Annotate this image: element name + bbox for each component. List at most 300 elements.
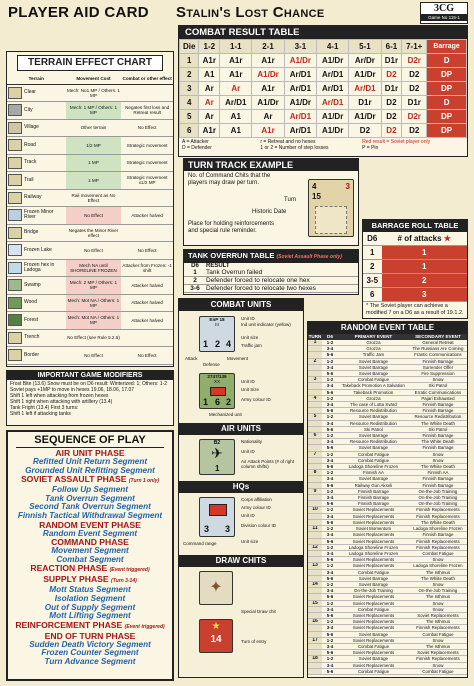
draw-chit-special [199, 571, 233, 605]
crt-col-header: Die [180, 40, 199, 54]
random-event-primary: Soviet Replacements [338, 600, 409, 606]
random-event-primary: Finnish Barrage [338, 488, 409, 494]
random-event-primary: Ladoga Shoreline Frozen [338, 464, 409, 470]
barrage-row [363, 260, 467, 274]
terrain-move-cost: Mech: No1 MP / Others: 1 MP [66, 84, 122, 102]
random-event-secondary: Snow [409, 457, 467, 463]
random-event-turn: 7 [308, 451, 322, 457]
combat-result-table [178, 25, 468, 157]
terrain-swatch-cell [7, 312, 23, 330]
terrain-move-cost [66, 364, 122, 367]
random-event-secondary: Finnish Replacements [409, 507, 467, 513]
random-event-secondary: The Isthmus [409, 594, 467, 600]
terrain-swatch-cell [7, 259, 23, 277]
crt-result: Ar/D1 [317, 82, 349, 96]
random-event-title: RANDOM EVENT TABLE [308, 322, 467, 334]
terrain-swatch-icon [8, 314, 22, 326]
random-event-die: 5-6 [322, 519, 338, 525]
unit-id-text: 2747/139 [207, 374, 227, 379]
unit-size-text: III [215, 322, 219, 327]
random-event-primary: Soviet Barrage [338, 575, 409, 581]
random-event-row [308, 594, 467, 600]
terrain-move-cost: Mech: Mot NA / Others: 1 MP [66, 312, 122, 330]
random-event-die: 3-4 [322, 662, 338, 668]
crt-col-header: 5-1 [349, 40, 381, 54]
random-event-row [308, 358, 467, 364]
combat-unit-counter-soviet [199, 373, 235, 409]
sequence-text: Sudden Death Victory Segment [29, 639, 151, 649]
random-event-primary: Soviet Replacements [338, 612, 409, 618]
historic-date-label: Historic Date [252, 209, 287, 215]
sequence-text: Isolation Segment [54, 593, 126, 603]
terrain-swatch-icon [8, 104, 22, 116]
random-event-row [308, 650, 467, 656]
plane-icon: ✈ [211, 445, 223, 461]
crt-result: A1/Dr [284, 54, 316, 68]
random-event-primary: Combat Fatigue [338, 569, 409, 575]
terrain-name: Border [23, 347, 66, 365]
combat-units-section [178, 298, 304, 678]
random-event-col-header: SECONDARY EVENT [409, 334, 467, 340]
random-event-secondary: Finnish Barrage [409, 358, 467, 364]
crt-result: D2r [402, 110, 427, 124]
crt-result: DP [427, 68, 467, 82]
random-event-primary: Takeback Promotion [338, 389, 409, 395]
terrain-swatch-icon [8, 332, 22, 344]
random-event-row [308, 476, 467, 482]
random-event-secondary: The Russians Are Coming [409, 346, 467, 352]
random-event-secondary: The Whiite Death [409, 420, 467, 426]
random-event-secondary: Resource Redistribution [409, 414, 467, 420]
sequence-text: Movement Segment [51, 546, 129, 556]
crt-result: A1r [220, 54, 252, 68]
tank-overrun-die: 2 [184, 277, 206, 285]
crt-result: DP [427, 82, 467, 96]
random-event-primary: Combat Fatigue [338, 643, 409, 649]
random-event-die: 1-2 [322, 581, 338, 587]
terrain-move-cost: No Effect (see Rule 5.2.5) [66, 329, 122, 347]
random-event-primary: Soviet Replacements [338, 507, 409, 513]
random-event-turn: 15 [308, 600, 322, 606]
reinforcement-slot [315, 206, 347, 234]
sequence-text: Random Event Segment [42, 528, 138, 538]
random-event-row [308, 668, 467, 674]
random-event-row [308, 408, 467, 414]
random-event-turn: 4 [308, 395, 322, 401]
random-event-die: 3-4 [322, 364, 338, 370]
crt-result: D2 [402, 82, 427, 96]
random-event-row [308, 371, 467, 377]
air-attack-value: 1 [215, 464, 220, 473]
sequence-note: (Turn 3-14) [111, 578, 137, 585]
label-unit-size-2: Unit Size [241, 387, 260, 392]
random-event-die: 1-2 [322, 563, 338, 569]
terrain-row [7, 154, 173, 172]
sequence-text: RANDOM EVENT PHASE [39, 519, 141, 530]
terrain-name: Frozen hex in Ladoga [23, 259, 66, 277]
random-event-die: 1-2 [322, 600, 338, 606]
terrain-effect-chart [6, 51, 174, 367]
terrain-swatch-icon [8, 209, 22, 221]
random-event-turn: 12 [308, 544, 322, 550]
label-mechanized: Mechanized unit [209, 412, 242, 417]
random-event-die: 3-4 [322, 625, 338, 631]
terrain-swatch-icon [8, 122, 22, 134]
terrain-swatch-cell [7, 119, 23, 137]
crt-legend-item: A = Attacker [182, 139, 209, 145]
crt-legend-item: r = Retreat and no hexes [260, 139, 316, 145]
terrain-row [7, 259, 173, 277]
random-event-die: 5-6 [322, 389, 338, 395]
terrain-effect: Strategic movement [121, 137, 173, 155]
random-event-die: 5-6 [322, 445, 338, 451]
crt-die-value: 2 [180, 68, 199, 82]
random-event-row [308, 581, 467, 587]
terrain-name: Frozen Minor River [23, 207, 66, 225]
crt-die-value: 6 [180, 124, 199, 138]
crt-col-header: 6-1 [381, 40, 402, 54]
barrage-die: 6 [363, 288, 382, 302]
crt-row [180, 124, 467, 138]
sequence-segment [8, 658, 172, 667]
random-event-secondary: The Whiite Death [409, 575, 467, 581]
crt-result: D2 [381, 110, 402, 124]
random-event-die: 5-6 [322, 575, 338, 581]
random-event-secondary: Snow [409, 662, 467, 668]
label-attack: Attack [185, 356, 198, 361]
barrage-note: * The Soviet player can achieve a modified 7 on a D6 as a result of 19.1.2. [366, 303, 464, 316]
crt-result: A1/Dr [317, 110, 349, 124]
barrage-roll-title: BARRAGE ROLL TABLE [363, 220, 467, 232]
terrain-effect: Attacker halved [121, 277, 173, 295]
terrain-effect [121, 364, 173, 367]
crt-result: A1/Dr [284, 96, 316, 110]
terrain-name: Road [23, 137, 66, 155]
random-event-row [308, 557, 467, 563]
random-event-primary: Railway Gun Akseli [338, 482, 409, 488]
terrain-effect [121, 189, 173, 207]
terrain-swatch-icon [8, 349, 22, 361]
random-event-die: 3-4 [322, 383, 338, 389]
crt-row [180, 54, 467, 68]
terrain-row [7, 207, 173, 225]
crt-col-header: 7-1+ [402, 40, 427, 54]
crt-result: DP [427, 110, 467, 124]
random-event-primary: Soviet Replacements [338, 594, 409, 600]
crt-result: A1/Dr [349, 110, 381, 124]
turn-track-counter-value: 4 [312, 182, 317, 191]
modifier-line: Shift 1 left when attacking from frozen hexes [10, 393, 109, 399]
label-unit-id-2: Unit ID [241, 379, 255, 384]
random-event-die: 3-4 [322, 606, 338, 612]
tank-overrun-title: TANK OVERRUN TABLE [188, 251, 275, 260]
random-event-row [308, 383, 467, 389]
crt-result: Ar [199, 96, 220, 110]
tank-overrun-col: RESULT [206, 263, 230, 269]
random-event-primary: Soviet Replacements [338, 625, 409, 631]
random-event-row [308, 488, 467, 494]
barrage-die: 1 [363, 246, 382, 260]
tank-overrun-die: 3-6 [184, 285, 206, 293]
random-event-secondary: Soviet Replacements [409, 650, 467, 656]
random-event-die: 5-6 [322, 371, 338, 377]
turn-track-title: TURN TRACK EXAMPLE [184, 159, 358, 171]
tank-overrun-table [183, 249, 359, 295]
unit-id-text: EnP 18 [209, 317, 225, 322]
random-event-secondary: Surrender Offer [409, 364, 467, 370]
random-event-die: 1-2 [322, 340, 338, 346]
terrain-effect [121, 329, 173, 347]
random-event-row [308, 420, 467, 426]
barrage-attacks: 1 [382, 260, 468, 274]
crt-result: A1/Dr [349, 68, 381, 82]
modifier-line: Frost Bite (13.6) Snow must be on D6 result: Winterized: 1; Others: 1-2 [10, 381, 168, 387]
crt-result: A1/Dr [317, 124, 349, 138]
hq-flag-icon [209, 504, 227, 516]
random-event-primary: On-the-Job Training [338, 588, 409, 594]
random-event-row [308, 637, 467, 643]
crt-result: D2 [381, 68, 402, 82]
terrain-move-cost: Other terrain [66, 119, 122, 137]
terrain-swatch-cell [7, 102, 23, 120]
crt-row [180, 82, 467, 96]
random-event-secondary: Finnish Replacements [409, 538, 467, 544]
terrain-row [7, 277, 173, 295]
random-event-row [308, 662, 467, 668]
sequence-text: SUPPLY PHASE [43, 574, 109, 585]
unit-attack-value: 1 [203, 397, 209, 407]
random-event-secondary: Finnish AA [409, 470, 467, 476]
random-event-col-header: PRIMARY EVENT [338, 334, 409, 340]
random-event-secondary: Combat Fatigue [409, 668, 467, 674]
terrain-swatch-cell [7, 189, 23, 207]
terrain-swatch-cell [7, 347, 23, 365]
random-event-turn: 6 [308, 433, 322, 439]
terrain-name: Bridge [23, 224, 66, 242]
crt-row [180, 96, 467, 110]
crt-result: A1r [252, 82, 284, 96]
barrage-die: 2 [363, 260, 382, 274]
crt-result: Ar [199, 82, 220, 96]
random-event-secondary: Finnish Barrage [409, 408, 467, 414]
terrain-name: City [23, 102, 66, 120]
random-event-col-header: D6 [322, 334, 338, 340]
random-event-row [308, 451, 467, 457]
modifier-line: Tank Fright (13.4) First 3 turns: [10, 405, 79, 411]
label-unit-size: Unit size [241, 335, 259, 340]
random-event-primary: Combat Fatigue [338, 451, 409, 457]
star-icon: ★ [443, 234, 451, 243]
turn-label: Turn [284, 197, 297, 203]
crt-result: A1 [220, 124, 252, 138]
terrain-move-cost: No Effect [66, 207, 122, 225]
random-event-die: 1-2 [322, 377, 338, 383]
crt-result: D1r [381, 54, 402, 68]
random-event-primary: Soviet Barrage [338, 358, 409, 364]
random-event-die: 5-6 [322, 650, 338, 656]
random-event-primary: Soviet Replacements [338, 532, 409, 538]
terrain-swatch-cell [7, 137, 23, 155]
random-event-secondary: Snow [409, 451, 467, 457]
barrage-attacks: 3 [382, 288, 468, 302]
terrain-effect: Strategic movement x1/2 MP [121, 172, 173, 190]
publisher-logo [420, 2, 468, 24]
random-event-secondary: Finnish Replacements [409, 656, 467, 662]
turn-track-line: No. of Command Chits that the [188, 173, 271, 179]
random-event-die: 3-4 [322, 643, 338, 649]
random-event-primary: Combat Fatigue [338, 457, 409, 463]
tank-overrun-result: Defender forced to relocate two hexes [206, 285, 358, 293]
random-event-die: 5-6 [322, 482, 338, 488]
terrain-name: Trench [23, 329, 66, 347]
random-event-secondary: Finnish Replacements [409, 625, 467, 631]
random-event-secondary: Ladoga Shoreline Frozen [409, 526, 467, 532]
game-modifiers-box [6, 370, 174, 426]
random-event-row [308, 600, 467, 606]
random-event-turn: 1 [308, 340, 322, 346]
sequence-text: END OF TURN PHASE [44, 630, 136, 641]
label-division-colour: Division colour ID [241, 523, 277, 528]
random-event-die: 1-2 [322, 470, 338, 476]
random-event-secondary: On-the-Job Training [409, 495, 467, 501]
random-event-die: 1-2 [322, 395, 338, 401]
random-event-secondary: Snow [409, 600, 467, 606]
crt-result: D2r [402, 54, 427, 68]
crt-col-header: Barrage [427, 40, 467, 54]
crt-result: A1 [199, 68, 220, 82]
terrain-name: Clear [23, 84, 66, 102]
crt-result: A1r [220, 68, 252, 82]
terrain-effect: No Effect [121, 119, 173, 137]
terrain-move-cost: Mech NA until SHORELINE FROZEN [66, 259, 122, 277]
random-event-primary: Finnish Barrage [338, 501, 409, 507]
sequence-title: SEQUENCE OF PLAY [16, 434, 164, 448]
unit-move-value: 4 [225, 339, 231, 349]
random-event-row [308, 544, 467, 550]
crt-die-value: 5 [180, 110, 199, 124]
random-event-row [308, 625, 467, 631]
random-event-die: 5-6 [322, 538, 338, 544]
terrain-row [7, 242, 173, 260]
random-event-primary: Ladoga Shoreline Frozen [338, 550, 409, 556]
crt-result: D1r [402, 96, 427, 110]
tank-overrun-die: 1 [184, 269, 206, 277]
label-movement: Movement [227, 356, 249, 361]
unit-nato-symbol [210, 387, 226, 396]
label-hq-unit-id: Unit ID [241, 513, 255, 518]
modifier-line: Soviet pays +1MP to move in hexes 19.06, 18.06, 17.07 [10, 387, 135, 393]
terrain-swatch-cell [7, 364, 23, 367]
crt-legend-item: Red result = Soviet player only [362, 139, 431, 145]
random-event-row [308, 433, 467, 439]
random-event-row [308, 519, 467, 525]
random-event-row [308, 643, 467, 649]
terrain-move-cost: No Effect [66, 347, 122, 365]
terrain-row [7, 329, 173, 347]
random-event-die: 1-2 [322, 526, 338, 532]
random-event-row [308, 513, 467, 519]
bird-icon: ✦ [209, 579, 223, 596]
random-event-secondary: Soviet Replacements [409, 612, 467, 618]
random-event-col-header: TURN [308, 334, 322, 339]
random-event-row [308, 526, 467, 532]
label-command-range: Command range [183, 541, 217, 546]
random-event-row [308, 575, 467, 581]
random-event-secondary: Combat Fatigue [409, 550, 467, 556]
random-event-row [308, 588, 467, 594]
random-event-secondary: Ladoga Shoreline Frozen [409, 563, 467, 569]
crt-result: D2 [402, 68, 427, 82]
crt-result: Ar [252, 110, 284, 124]
sequence-note: (Turn 1 only) [128, 478, 160, 485]
chit-turn-value: 14 [210, 634, 222, 645]
random-event-row [308, 377, 467, 383]
sequence-text: Out of Supply Segment [44, 602, 136, 612]
label-turn-of-entry: Turn of entry [241, 639, 267, 644]
terrain-swatch-icon [8, 87, 22, 99]
modifier-line: Shift 1 left if attacking tanks [10, 411, 71, 417]
random-event-row [308, 482, 467, 488]
terrain-swatch-icon [8, 139, 22, 151]
terrain-name: Track [23, 154, 66, 172]
random-event-turn: 9 [308, 488, 322, 494]
random-event-secondary: The Whiite Death [409, 519, 467, 525]
terrain-effect: Strategic movement [121, 154, 173, 172]
random-event-primary: Resource Redistribution [338, 439, 409, 445]
random-event-row [308, 563, 467, 569]
terrain-swatch-icon [8, 157, 22, 169]
random-event-die: 3-4 [322, 346, 338, 352]
sequence-text: Tank Overrun Segment [45, 493, 135, 503]
random-event-row [308, 414, 467, 420]
sequence-text: Turn Advance Segment [44, 656, 136, 666]
random-event-primary: Soviet Replacements [338, 513, 409, 519]
draw-chits-title: DRAW CHITS [179, 555, 303, 567]
terrain-row [7, 224, 173, 242]
crt-col-header: 3-1 [284, 40, 316, 54]
random-event-primary: Resource Redistribution [338, 420, 409, 426]
random-event-primary: Soviet Barrage [338, 581, 409, 587]
random-event-secondary: The Isthmus [409, 643, 467, 649]
terrain-effect: Negates first loss and Retreat result [121, 102, 173, 120]
random-event-secondary: Snow [409, 606, 467, 612]
random-event-secondary: Snow [409, 581, 467, 587]
crt-result: D2 [349, 124, 381, 138]
random-event-primary: Soviet Barrage [338, 631, 409, 637]
terrain-move-cost: No Effect [66, 242, 122, 260]
terrain-move-cost: 1 MP [66, 172, 122, 190]
terrain-name: Forest [23, 312, 66, 330]
crt-result: A1r [199, 124, 220, 138]
unit-size-text: XX [213, 379, 221, 384]
terrain-effect: Attacker halved [121, 207, 173, 225]
terrain-row [7, 137, 173, 155]
random-event-primary: Soviet Barrage [338, 656, 409, 662]
terrain-effect [121, 224, 173, 242]
random-event-row [308, 532, 467, 538]
random-event-die: 5-6 [322, 464, 338, 470]
random-event-primary: Soviet Momentum [338, 526, 409, 532]
terrain-name: Village [23, 119, 66, 137]
crt-col-header: 2-1 [252, 40, 284, 54]
terrain-name: Swamp [23, 277, 66, 295]
crt-row [180, 110, 467, 124]
random-event-row [308, 606, 467, 612]
turn-track-counter-value: 3 [345, 182, 350, 191]
random-event-secondary: The Whiite Death [409, 464, 467, 470]
random-event-die: 1-2 [322, 358, 338, 364]
terrain-swatch-icon [8, 192, 22, 204]
